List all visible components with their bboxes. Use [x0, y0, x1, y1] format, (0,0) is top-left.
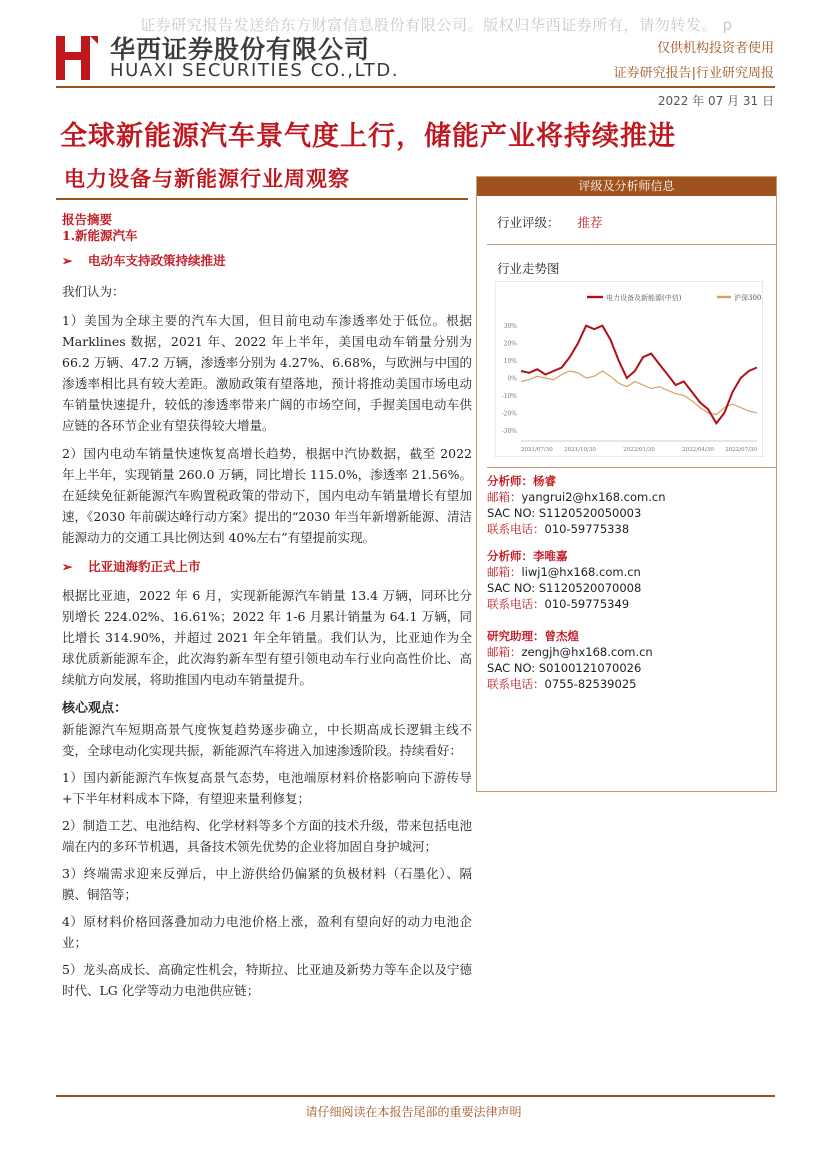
y-tick-label: 30%	[503, 323, 517, 331]
summary-column	[62, 212, 472, 1001]
report-type: 证券研究报告|行业研究周报	[613, 66, 774, 81]
arrow-bullet-icon: ➢	[62, 253, 73, 268]
bullet-heading	[62, 250, 472, 271]
phone-label: 联系电话：	[487, 522, 545, 536]
x-tick-label: 2021/07/30	[521, 447, 553, 453]
y-tick-label: 10%	[503, 358, 517, 366]
analyst-sac: S1120520070008	[538, 581, 642, 595]
huaxi-logo-icon	[56, 34, 98, 80]
header-divider	[56, 86, 775, 88]
watermark-text: 证券研究报告发送给东方财富信息股份有限公司。版权归华西证券所有，请勿转发。 p	[140, 16, 733, 34]
core-point: 5）龙头高成长、高确定性机会，特斯拉、比亚迪及新势力等车企以及宁德时代、LG 化学等动力电池供应链；	[62, 962, 472, 998]
panel-divider	[487, 244, 776, 245]
phone-label: 联系电话：	[487, 677, 545, 691]
analyst-email[interactable]: yangrui2@hx168.com.cn	[521, 490, 666, 504]
analyst-phone: 0755-82539025	[544, 677, 637, 691]
legend-label-1: 沪深300	[734, 294, 762, 302]
footer-divider	[56, 1095, 775, 1097]
core-point: 2）制造工艺、电池结构、化学材料等多个方面的技术升级，带来包括电池端在内的多环节机遇，具备技术领先优势的企业将加固自身护城河；	[62, 818, 472, 854]
analyst-phone: 010-59775349	[544, 597, 630, 611]
analyst-card	[487, 473, 666, 537]
y-tick-label: -10%	[501, 392, 517, 400]
analyst-name: 曾杰煌	[544, 629, 579, 643]
paragraph: 1）美国为全球主要的汽车大国，但目前电动车渗透率处于低位。根据 Marklines 数据，2021 年、2022 年上半年，美国电动车销量分别为 66.2 万辆、47.2 万辆，渗透率分别为 4.27%、6.68%，与欧洲与中国的渗透率相比具有较大差距。激励政策有望落地，预计将推动美国市场电动车销量快速提升，较低的渗透率带来广阔的市场空间，手握美国电动车供应链的各环节企业有望获得较大增量。	[62, 313, 472, 433]
industry-rating	[497, 213, 603, 231]
legal-footer: 请仔细阅读在本报告尾部的重要法律声明	[305, 1105, 522, 1119]
x-tick-label: 2022/01/30	[623, 447, 655, 453]
analyst-email[interactable]: liwj1@hx168.com.cn	[521, 565, 641, 579]
subtitle-divider	[56, 198, 468, 200]
core-intro: 新能源汽车短期高景气度恢复趋势逐步确立，中长期高成长逻辑主线不变，全球电动化实现共振，新能源汽车将进入加速渗透阶段。持续看好：	[62, 722, 472, 758]
company-name-en: HUAXI SECURITIES CO.,LTD.	[110, 60, 400, 81]
analyst-sac: S0100121070026	[538, 661, 642, 675]
paragraph: 根据比亚迪，2022 年 6 月，实现新能源汽车销量 13.4 万辆，同环比分别增长 224.02%、16.61%；2022 年 1-6 月累计销量为 64.1 万辆，同比增长 314.90%，并超过 2021 年全年销量。我们认为，比亚迪作为全球优质新能源车企，此次海豹新车型有望引领电动车行业向高性价比、高续航方向发展，将助推国内电动车销量提升。	[62, 588, 472, 687]
paragraph: 2）国内电动车销量快速恢复高增长趋势，根据中汽协数据，截至 2022 年上半年，实现销量 260.0 万辆，同比增长 115.0%，渗透率 21.56%。在延续免征新能源汽车购置税政策的带动下，国内电动车销量增长有望加速，《2030 年前碳达峰行动方案》提出的“2030 年当年新增新能源、清洁能源动力的交通工具比例达到 40%左右”有望提前实现。	[62, 446, 472, 545]
rating-value: 推荐	[577, 215, 603, 230]
bullet-heading	[62, 556, 472, 577]
x-tick-label: 2021/10/30	[564, 447, 596, 453]
analyst-name: 李唯嘉	[533, 549, 568, 563]
core-point: 3）终端需求迎来反弹后，中上游供给仍偏紧的负极材料（石墨化）、隔膜、铜箔等；	[62, 866, 472, 902]
y-tick-label: 0%	[507, 375, 517, 383]
panel-divider	[487, 467, 776, 468]
core-point: 1）国内新能源汽车恢复高景气态势，电池端原材料价格影响向下游传导+下半年材料成本下降，有望迎来量利修复；	[62, 770, 472, 806]
y-tick-label: -30%	[501, 427, 517, 435]
summary-heading: 报告摘要	[62, 212, 113, 227]
bullet-heading-text: 比亚迪海豹正式上市	[88, 559, 201, 574]
company-name-cn: 华西证券股份有限公司	[110, 35, 371, 64]
phone-label: 联系电话：	[487, 597, 545, 611]
email-label: 邮箱：	[487, 490, 522, 504]
legend-label-0: 电力设备及新能源(中信)	[606, 294, 682, 302]
x-tick-label: 2022/04/30	[682, 447, 714, 453]
sac-label: SAC NO:	[487, 506, 536, 520]
section-heading: 1.新能源汽车	[62, 228, 138, 243]
x-tick-label: 2022/07/30	[725, 447, 757, 453]
report-date: 2022 年 07 月 31 日	[657, 94, 774, 108]
rating-label: 行业评级：	[497, 215, 560, 230]
audience-note: 仅供机构投资者使用	[656, 41, 774, 56]
y-tick-label: 20%	[503, 340, 517, 348]
chart-frame	[495, 281, 763, 457]
analyst-email[interactable]: zengjh@hx168.com.cn	[521, 645, 653, 659]
y-tick-label: -20%	[501, 410, 517, 418]
analyst-role: 研究助理：	[487, 629, 545, 643]
rating-analyst-panel	[476, 176, 777, 792]
email-label: 邮箱：	[487, 645, 522, 659]
trend-title: 行业走势图	[497, 261, 560, 276]
report-title: 全球新能源汽车景气度上行，储能产业将持续推进	[60, 121, 676, 152]
analyst-role: 分析师：	[487, 549, 533, 563]
we-think: 我们认为：	[62, 284, 125, 299]
panel-heading: 评级及分析师信息	[477, 177, 776, 196]
industry-trend-chart	[495, 281, 763, 457]
arrow-bullet-icon: ➢	[62, 559, 73, 574]
sac-label: SAC NO:	[487, 581, 536, 595]
analyst-sac: S1120520050003	[538, 506, 642, 520]
core-point: 4）原材料价格回落叠加动力电池价格上涨，盈利有望向好的动力电池企业；	[62, 914, 472, 950]
bullet-heading-text: 电动车支持政策持续推进	[88, 253, 226, 268]
analyst-card	[487, 628, 653, 692]
sac-label: SAC NO:	[487, 661, 536, 675]
email-label: 邮箱：	[487, 565, 522, 579]
report-subtitle: 电力设备与新能源行业周观察	[64, 166, 350, 191]
analyst-card	[487, 548, 641, 612]
analyst-role: 分析师：	[487, 474, 533, 488]
analyst-name: 杨睿	[533, 474, 556, 488]
analyst-phone: 010-59775338	[544, 522, 630, 536]
core-heading: 核心观点：	[62, 701, 128, 716]
